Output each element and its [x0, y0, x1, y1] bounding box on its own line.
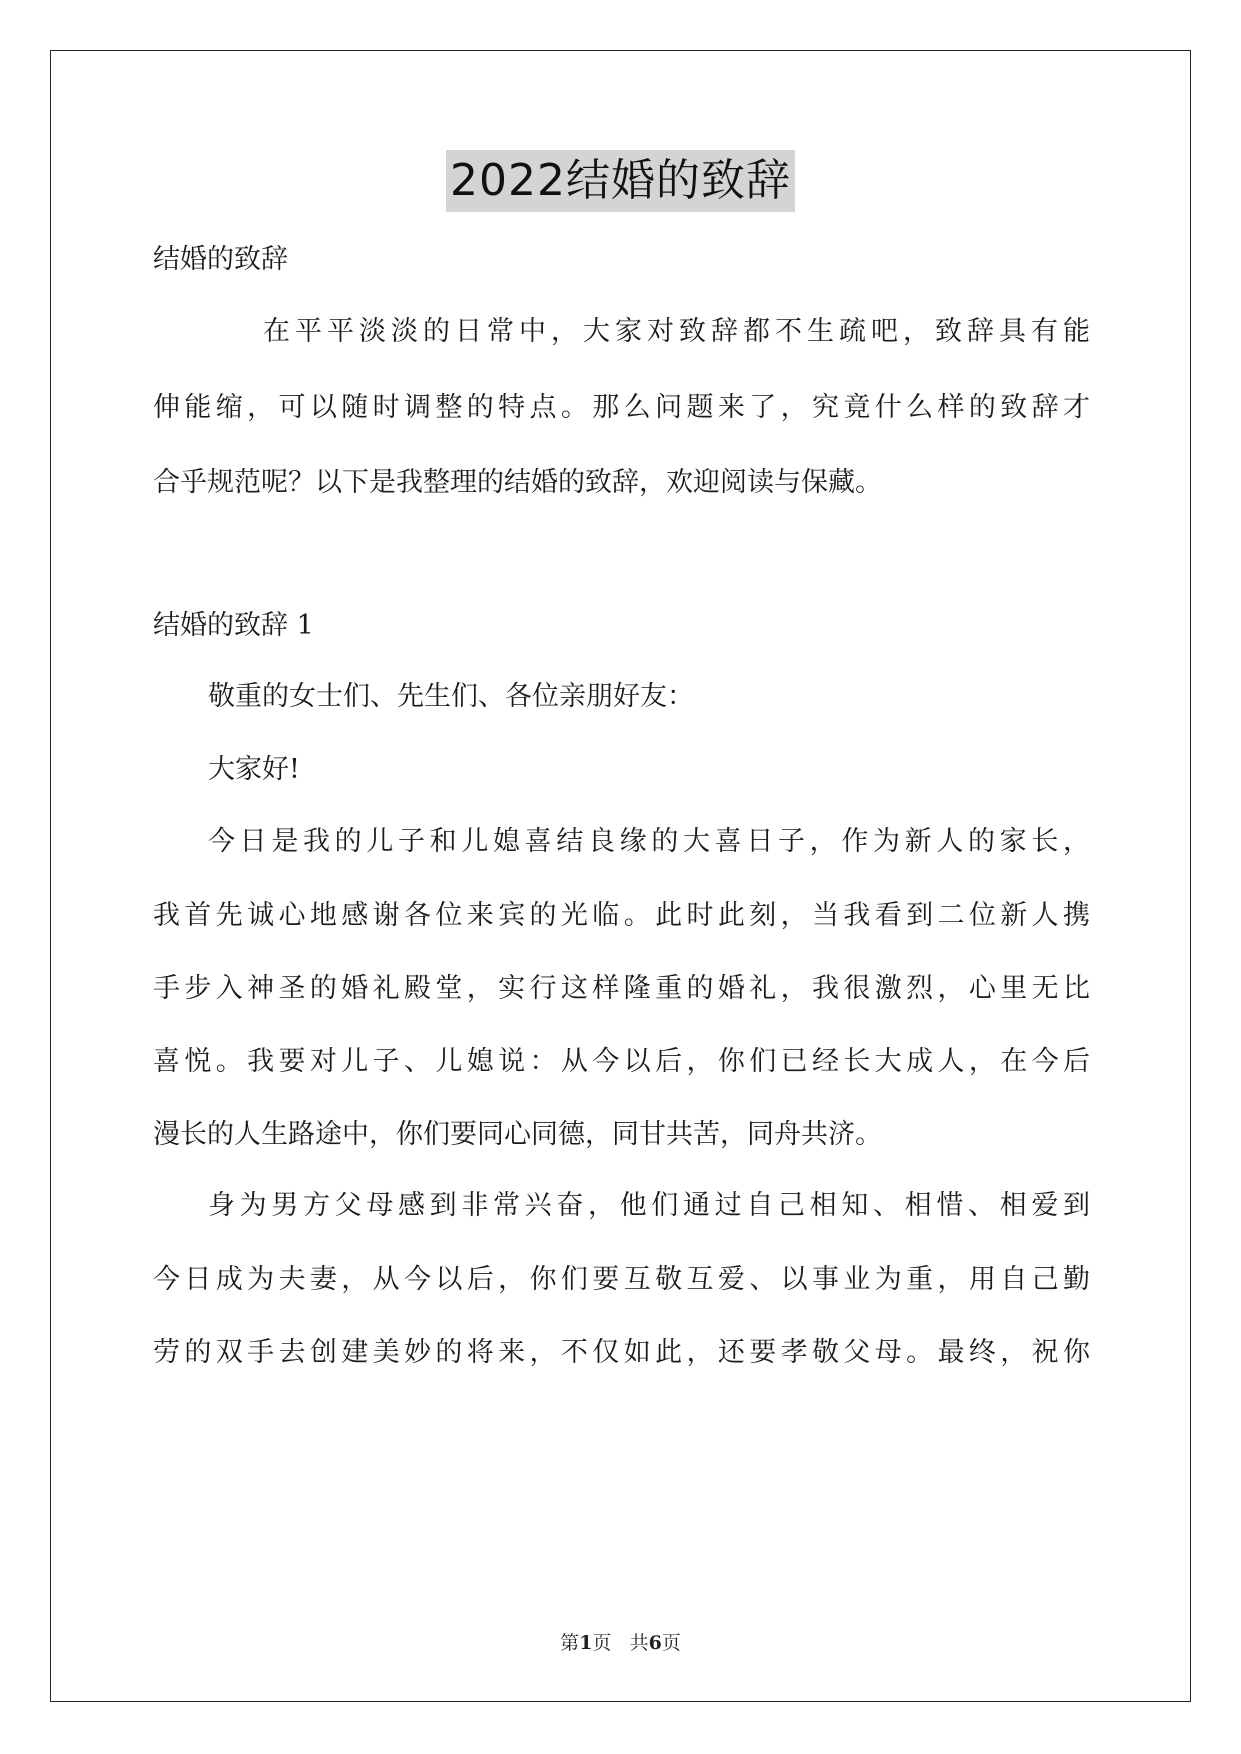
para1-line-4: 喜悦。我要对儿子、儿媳说：从今以后，你们已经长大成人，在今后	[153, 1046, 1090, 1077]
salutation: 敬重的女士们、先生们、各位亲朋好友：	[208, 681, 694, 712]
para1-line-5: 漫长的人生路途中，你们要同心同德，同甘共苦，同舟共济。	[153, 1119, 882, 1150]
para2-line-1: 身为男方父母感到非常兴奋，他们通过自己相知、相惜、相爱到	[208, 1190, 1090, 1221]
intro-line-3: 合乎规范呢？以下是我整理的结婚的致辞，欢迎阅读与保藏。	[153, 467, 882, 498]
page-border	[50, 50, 1191, 1702]
title-container	[0, 150, 1241, 212]
para1-line-2: 我首先诚心地感谢各位来宾的光临。此时此刻，当我看到二位新人携	[153, 900, 1090, 931]
intro-line-1: 在平平淡淡的日常中，大家对致辞都不生疏吧，致辞具有能	[263, 316, 1090, 347]
intro-line-2: 伸能缩，可以随时调整的特点。那么问题来了，究竟什么样的致辞才	[153, 392, 1090, 423]
section-heading: 结婚的致辞 1	[153, 610, 314, 641]
document-title: 2022结婚的致辞	[446, 150, 795, 212]
footer-page-suffix: 页	[592, 1632, 612, 1654]
footer-page-prefix: 第	[560, 1632, 580, 1654]
subtitle: 结婚的致辞	[153, 244, 288, 275]
greeting: 大家好!	[208, 754, 300, 785]
footer-page-number: 1	[579, 1632, 593, 1654]
footer-total-pages: 6	[648, 1632, 662, 1654]
footer-total-prefix: 共	[629, 1632, 649, 1654]
para2-line-3: 劳的双手去创建美妙的将来，不仅如此，还要孝敬父母。最终，祝你	[153, 1337, 1090, 1368]
para1-line-1: 今日是我的儿子和儿媳喜结良缘的大喜日子，作为新人的家长，	[208, 826, 1090, 857]
footer-total-suffix: 页	[661, 1632, 681, 1654]
page-footer	[0, 1628, 1241, 1655]
para1-line-3: 手步入神圣的婚礼殿堂，实行这样隆重的婚礼，我很激烈，心里无比	[153, 973, 1090, 1004]
para2-line-2: 今日成为夫妻，从今以后，你们要互敬互爱、以事业为重，用自己勤	[153, 1264, 1090, 1295]
